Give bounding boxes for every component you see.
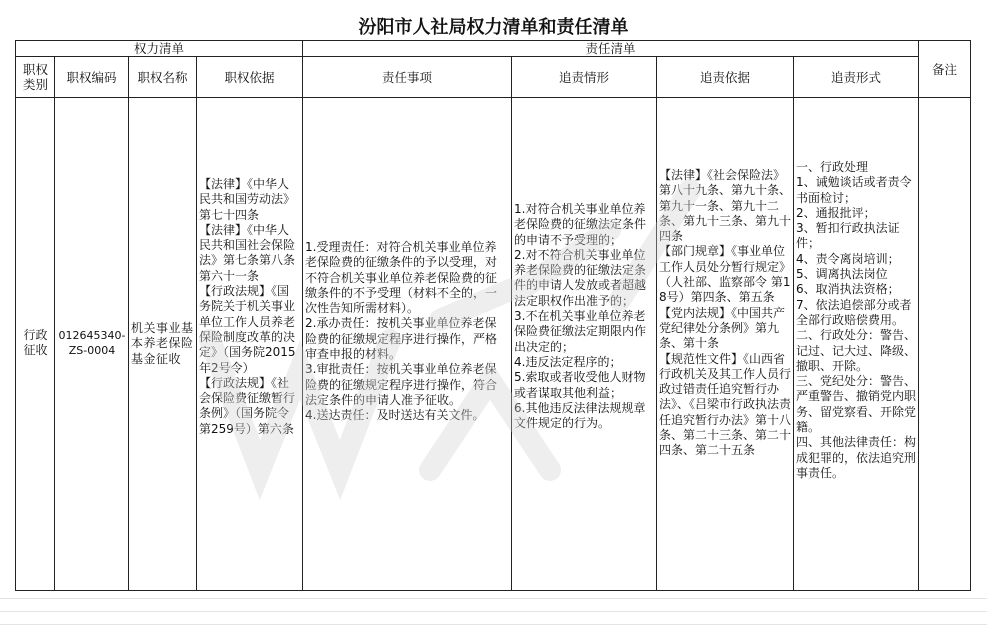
column-header-accountability-basis: 追责依据 <box>699 69 750 85</box>
cell-category: 行政征收 <box>23 328 48 358</box>
column-header-category: 职权类别 <box>22 62 48 92</box>
column-divider <box>196 56 197 591</box>
grid-line <box>0 611 987 612</box>
cell-duty: 1.受理责任：对符合机关事业单位养老保险费的征缴条件的予以受理，对不符合机关事业单位养老保险费的征缴条件的不予受理（材料不全的，一次性告知所需材料）。 2.承办责任：按机关事业单位养老保险费的征缴规定程序进行操作，严格审查申报的材料。 3.审批责任：按机关事业单位养老保险费的征缴规定程序进行操作，符合法定条件的申请人准予征收。 4.送达责任：及时送达有关文件。 <box>305 240 498 423</box>
power-list-header: 权力清单 <box>133 41 184 56</box>
responsibility-list-header: 责任清单 <box>585 41 636 56</box>
column-divider <box>793 56 794 591</box>
remarks-header: 备注 <box>931 61 957 77</box>
column-header-name: 职权名称 <box>137 69 188 85</box>
column-divider <box>656 56 657 591</box>
cell-name: 机关事业基本养老保险基金征收 <box>131 321 194 366</box>
grid-line <box>0 624 987 625</box>
table-border-left <box>15 40 16 591</box>
column-divider <box>54 56 55 591</box>
cell-basis: 【法律】《中华人民共和国劳动法》第七十四条 【法律】《中华人民共和国社会保险法》第七条第八条第六十一条 【行政法规】《国务院关于机关事业单位工作人员养老保险制度改革的决定》（国务院2015年2号令） 【行政法规】《社会保险费征缴暂行条例》（国务院令第259号）第六条 <box>199 177 296 436</box>
column-header-duty: 责任事项 <box>381 69 432 85</box>
cell-accountability-basis: 【法律】《社会保险法》第八十九条、第九十条、第九十一条、第九十二条、第九十三条、第九十四条 【部门规章】《事业单位工作人员处分暂行规定》（人社部、监察部令 第18号）第四条、第五条 【党内法规】《中国共产党纪律处分条例》第九条、第十条 【规范性文件】《山西省行政机关及其工作人员行政过错责任追究暂行办法》、《吕梁市行政执法责任追究暂行办法》第十八条、第二十三条、第二十四条、第二十五条 <box>659 168 792 458</box>
column-divider <box>302 40 303 591</box>
header-bottom-border <box>15 97 971 98</box>
page-title: 汾阳市人社局权力清单和责任清单 <box>358 17 629 38</box>
column-divider <box>918 40 919 591</box>
table-border-right <box>970 40 971 591</box>
cell-accountability-form: 一、行政处理 1、诫勉谈话或者责令书面检讨； 2、通报批评； 3、暂扣行政执法证件； 4、责令离岗培训； 5、调离执法岗位 6、取消执法资格； 7、依法追偿部分或者全部行政赔偿费用。 二、行政处分：警告、记过、记大过、降级、撤职、开除。 三、党纪处分：警告、严重警告、撤销党内职务、留党察看、开除党籍。 四、其他法律责任：构成犯罪的，依法追究刑事责任。 <box>796 160 917 480</box>
column-divider <box>511 56 512 591</box>
column-header-circumstance: 追责情形 <box>558 69 609 85</box>
grid-line <box>0 598 987 599</box>
cell-code: 012645340-ZS-0004 <box>58 329 126 358</box>
cell-circumstance: 1.对符合机关事业单位养老保险费的征缴法定条件的申请不予受理的； 2.对不符合机关事业单位养老保险费的征缴法定条件的申请人发放或者超越法定职权作出准予的； 3.不在机关事业单位养老保险费征缴法定期限内作出决定的； 4.违反法定程序的； 5.索取或者收受他人财物或者谋取其他利益； 6.其他违反法律法规规章文件规定的行为。 <box>514 202 647 431</box>
column-header-basis: 职权依据 <box>224 69 275 85</box>
column-header-code: 职权编码 <box>66 69 117 85</box>
column-header-accountability-form: 追责形式 <box>830 69 881 85</box>
column-divider <box>128 56 129 591</box>
table-border-bottom <box>15 590 971 591</box>
